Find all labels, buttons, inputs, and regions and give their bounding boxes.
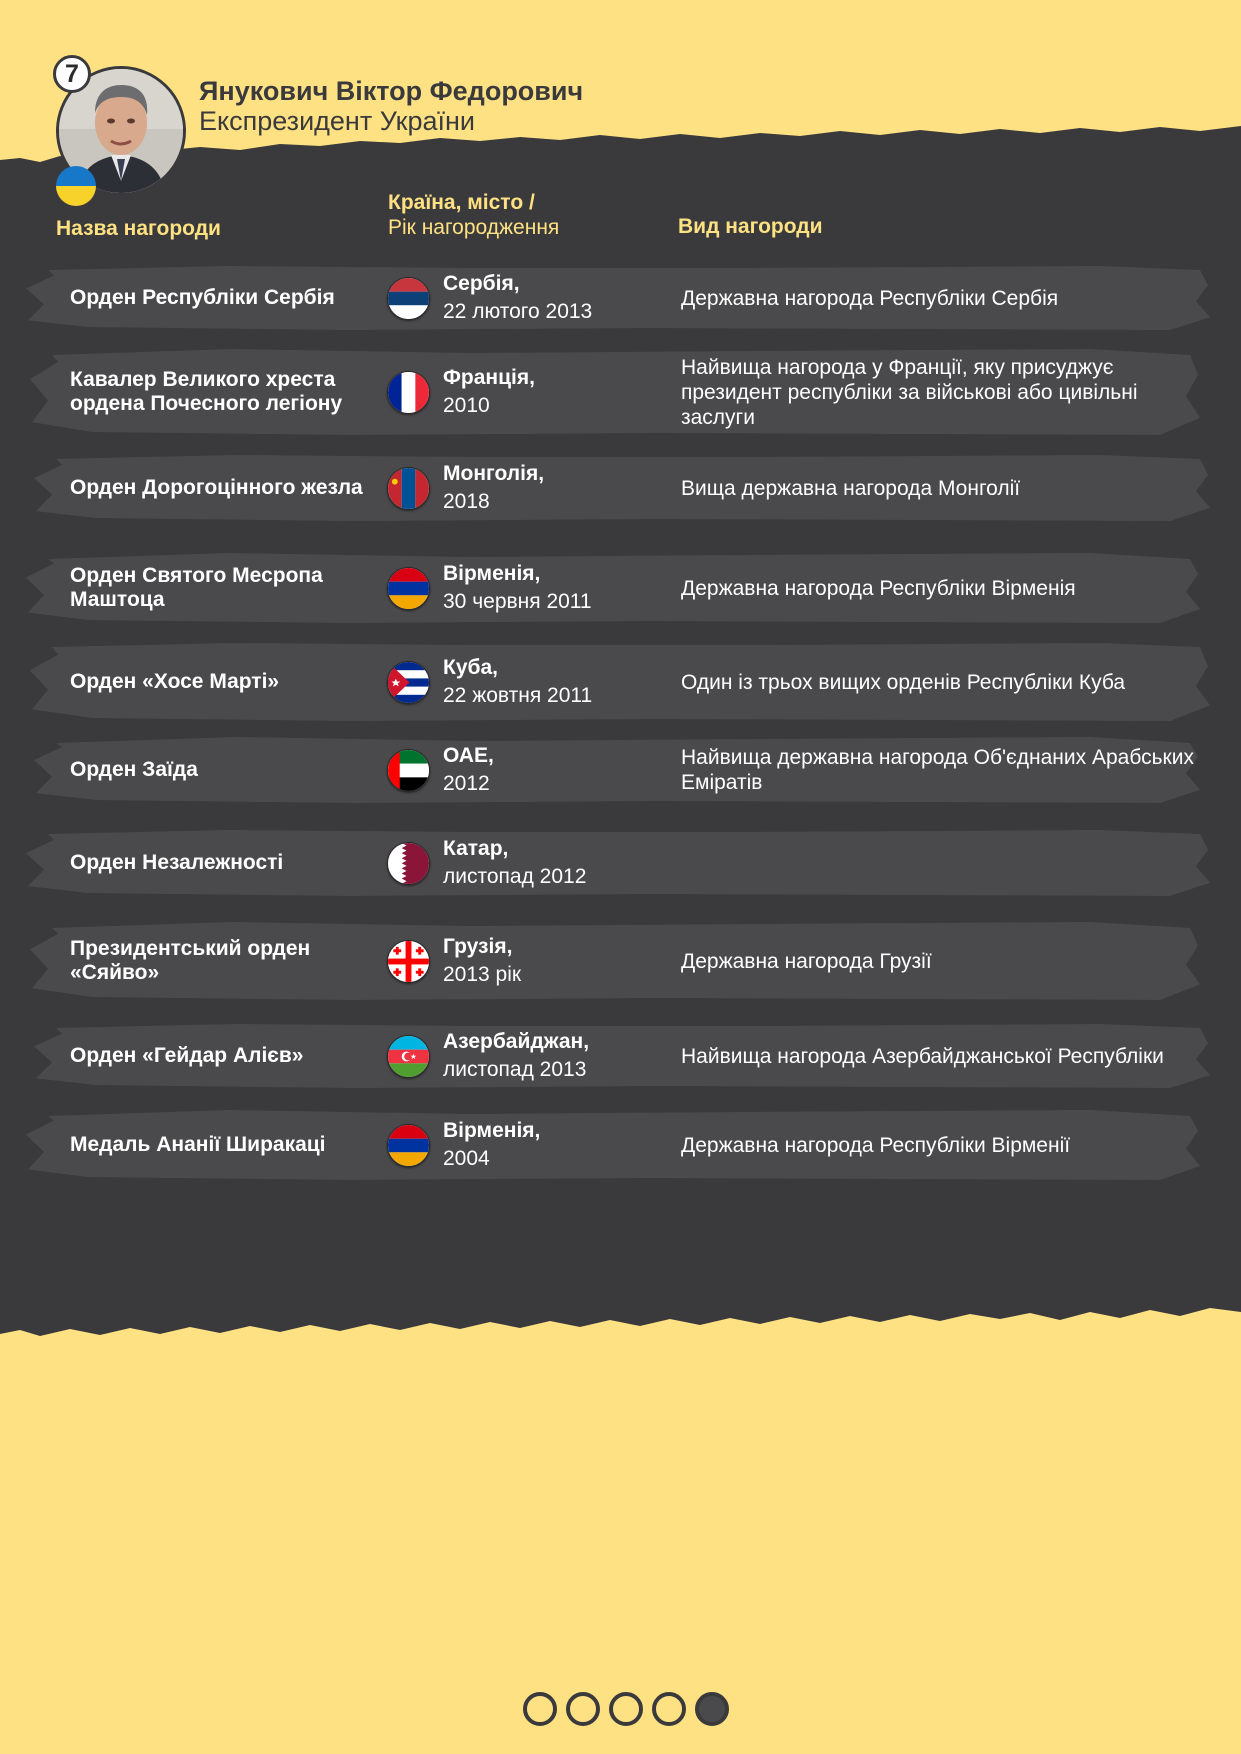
flag-cell: [387, 643, 431, 721]
pager-dot[interactable]: [695, 1692, 729, 1726]
flag-cell: [387, 266, 431, 330]
award-country: Сербія,: [443, 272, 520, 295]
award-date: 2013 рік: [443, 963, 522, 986]
award-country: Вірменія,: [443, 562, 541, 585]
award-name: Орден Республіки Сербія: [70, 286, 335, 309]
column-head-country: [388, 190, 559, 240]
column-head-country-title: Країна, місто /: [388, 191, 535, 214]
country-cell: [443, 737, 663, 803]
flag-cell: [387, 349, 431, 435]
award-name: Орден Незалежності: [70, 851, 284, 874]
award-name: Орден Заїда: [70, 758, 198, 781]
award-kind: Державна нагорода Республіки Вірменії: [681, 1133, 1071, 1157]
award-name: Президентський орден «Сяйво»: [70, 937, 311, 984]
award-kind: Вища державна нагорода Монголії: [681, 476, 1021, 500]
country-cell: [443, 455, 663, 521]
award-country: Азербайджан,: [443, 1030, 590, 1053]
armenia-flag-icon: [387, 1124, 430, 1167]
award-kind: Найвища нагорода у Франції, яку присуджує президент республіки за військові або цивільні заслуги: [681, 355, 1138, 429]
award-date: 2012: [443, 772, 490, 795]
award-country: ОАЕ,: [443, 744, 494, 767]
award-date: 30 червня 2011: [443, 590, 592, 613]
georgia-flag-icon: [387, 940, 430, 983]
award-name: Медаль Ананії Ширакаці: [70, 1133, 326, 1156]
pager-dot[interactable]: [652, 1692, 686, 1726]
award-row: [0, 830, 1241, 896]
flag-cell: [387, 1110, 431, 1180]
country-cell: [443, 553, 663, 623]
award-date: 2010: [443, 394, 490, 417]
pager-dot[interactable]: [609, 1692, 643, 1726]
award-kind: [681, 830, 1201, 896]
armenia-flag-icon: [387, 567, 430, 610]
award-kind: Один із трьох вищих орденів Республіки Куба: [681, 670, 1126, 694]
award-country: Вірменія,: [443, 1119, 541, 1142]
pager-dot[interactable]: [566, 1692, 600, 1726]
award-kind: Найвища державна нагорода Об'єднаних Арабських Еміратів: [681, 746, 1194, 794]
award-row: [0, 266, 1241, 330]
award-country: Катар,: [443, 837, 509, 860]
france-flag-icon: [387, 371, 430, 414]
award-country: Грузія,: [443, 935, 513, 958]
column-head-country-subtitle: Рік нагородження: [388, 216, 560, 239]
award-kind: Державна нагорода Грузії: [681, 949, 932, 973]
ukraine-flag-icon: [56, 166, 96, 206]
country-cell: [443, 349, 663, 435]
award-row: [0, 553, 1241, 623]
award-kind: Державна нагорода Республіки Сербія: [681, 286, 1059, 310]
award-row: [0, 922, 1241, 1000]
award-date: листопад 2013: [443, 1058, 587, 1081]
country-cell: [443, 830, 663, 896]
award-name: Орден «Гейдар Алієв»: [70, 1044, 304, 1067]
award-country: Франція,: [443, 366, 535, 389]
award-name: Кавалер Великого хреста ордена Почесного легіону: [70, 368, 343, 415]
qatar-flag-icon: [387, 842, 430, 885]
award-name: Орден Дорогоцінного жезла: [70, 476, 363, 499]
pager-dot[interactable]: [523, 1692, 557, 1726]
award-country: Куба,: [443, 656, 498, 679]
country-cell: [443, 266, 663, 330]
award-row: [0, 455, 1241, 521]
portrait-group: [56, 60, 186, 196]
country-cell: [443, 643, 663, 721]
award-row: [0, 737, 1241, 803]
award-row: [0, 1024, 1241, 1088]
flag-cell: [387, 737, 431, 803]
award-date: 22 лютого 2013: [443, 300, 593, 323]
award-row: [0, 1110, 1241, 1180]
pagination: [523, 1692, 729, 1726]
award-date: 22 жовтня 2011: [443, 684, 593, 707]
award-date: 2018: [443, 490, 490, 513]
column-head-award-name: Назва нагороди: [56, 217, 221, 240]
mongolia-flag-icon: [387, 467, 430, 510]
award-date: листопад 2012: [443, 865, 587, 888]
flag-cell: [387, 1024, 431, 1088]
country-cell: [443, 1024, 663, 1088]
cuba-flag-icon: [387, 661, 430, 704]
award-kind: Державна нагорода Республіки Вірменія: [681, 576, 1076, 600]
award-row: [0, 349, 1241, 435]
award-kind: Найвища нагорода Азербайджанської Республіки: [681, 1044, 1164, 1068]
award-date: 2004: [443, 1147, 490, 1170]
uae-flag-icon: [387, 749, 430, 792]
flag-cell: [387, 922, 431, 1000]
country-cell: [443, 922, 663, 1000]
person-name: Янукович Віктор Федорович: [199, 76, 584, 106]
column-head-award-kind: Вид нагороди: [678, 215, 823, 238]
flag-cell: [387, 455, 431, 521]
flag-cell: [387, 553, 431, 623]
award-row: [0, 643, 1241, 721]
award-name: Орден Святого Месропа Маштоца: [70, 564, 323, 611]
award-country: Монголія,: [443, 462, 545, 485]
award-name: Орден «Хосе Марті»: [70, 670, 280, 693]
person-title: Експрезидент України: [199, 106, 475, 136]
country-cell: [443, 1110, 663, 1180]
serbia-flag-icon: [387, 277, 430, 320]
number-badge: 7: [53, 55, 91, 93]
azerbaijan-flag-icon: [387, 1035, 430, 1078]
flag-cell: [387, 830, 431, 896]
